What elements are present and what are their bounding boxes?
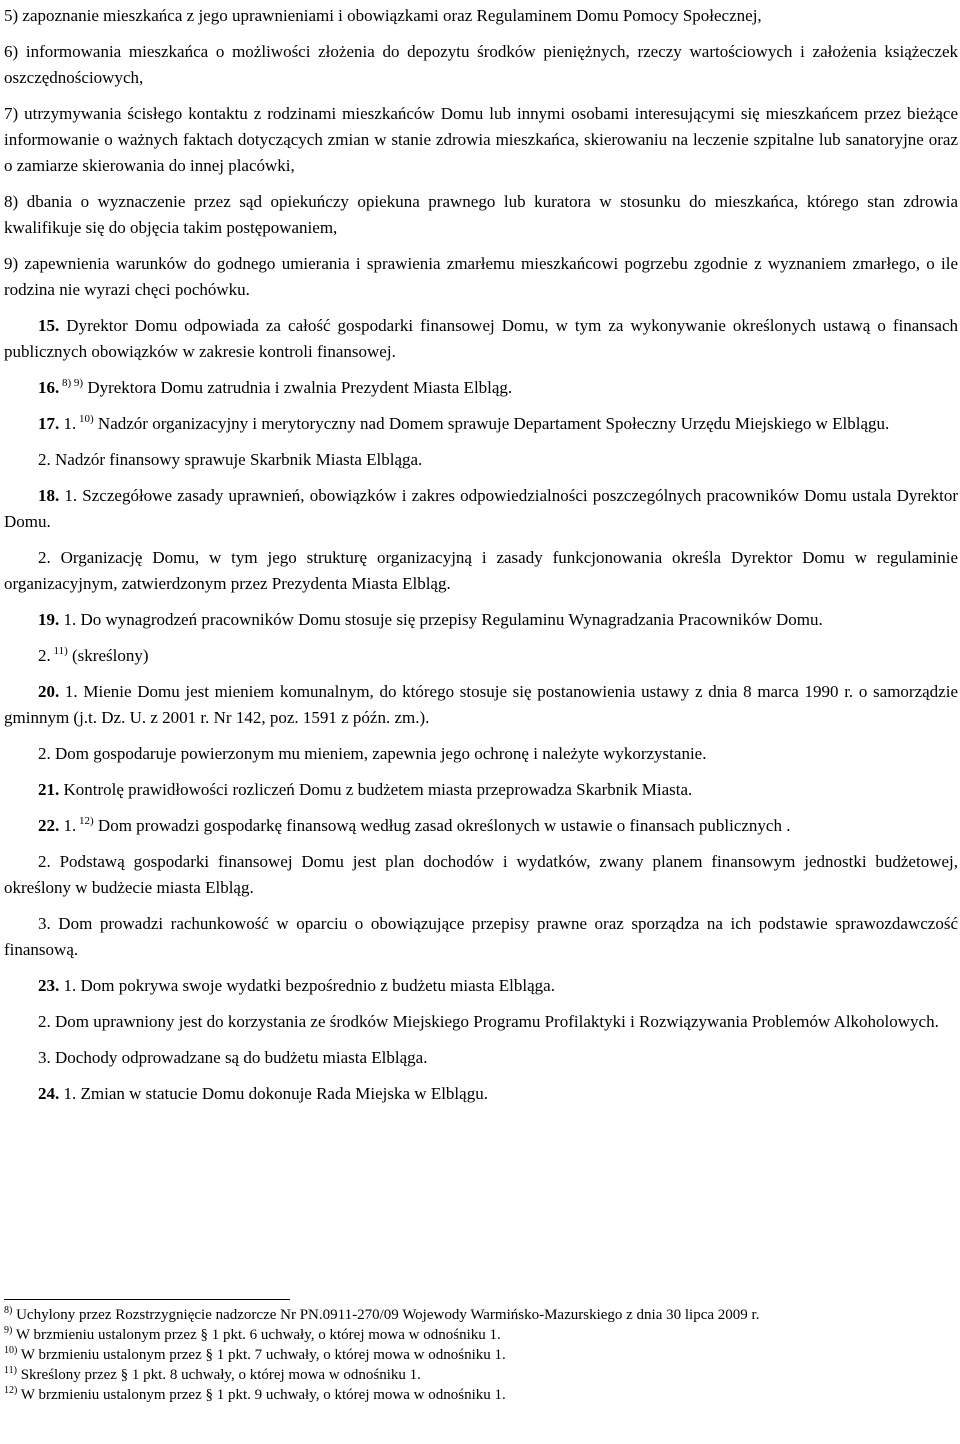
list-item-8: 8) dbania o wyznaczenie przez sąd opiekuńczy opiekuna prawnego lub kuratora w stosunku do mieszkańca, którego stan zdrowia kwalifikuje się do objęcia takim postępowaniem, bbox=[4, 192, 958, 237]
section-24-text: 1. Zmian w statucie Domu dokonuje Rada Miejska w Elblągu. bbox=[59, 1084, 488, 1103]
section-20-number: 20. bbox=[38, 682, 60, 701]
section-15-text: Dyrektor Domu odpowiada za całość gospodarki finansowej Domu, w tym za wykonywanie określonych ustawą o finansach publicznych obowiązków w zakresie kontroli finansowej. bbox=[4, 316, 958, 361]
section-17-text: Nadzór organizacyjny i merytoryczny nad Domem sprawuje Departament Społeczny Urzędu Miejskiego w Elblągu. bbox=[93, 414, 890, 433]
footnote bbox=[4, 1345, 958, 1365]
footnote-ref: 11) bbox=[50, 645, 68, 657]
section-18-text: 1. Szczegółowe zasady uprawnień, obowiązków i zakres odpowiedzialności poszczególnych pracowników Domu ustala Dyrektor Domu. bbox=[4, 486, 958, 531]
footnotes bbox=[4, 1305, 958, 1405]
section-23-number: 23. bbox=[38, 976, 60, 995]
section-22-paragraph-3: 3. Dom prowadzi rachunkowość w oparciu o obowiązujące przepisy prawne oraz sporządza na ich podstawie sprawozdawczość finansową. bbox=[4, 914, 958, 959]
footnote-text: W brzmieniu ustalonym przez § 1 pkt. 6 uchwały, o której mowa w odnośniku 1. bbox=[12, 1327, 501, 1343]
section-15 bbox=[4, 313, 958, 365]
section-20-paragraph-2: 2. Dom gospodaruje powierzonym mu mieniem, zapewnia jego ochronę i należyte wykorzystanie. bbox=[38, 744, 707, 763]
section-22-number: 22. bbox=[38, 816, 60, 835]
footnote bbox=[4, 1385, 958, 1405]
footnote-mark: 11) bbox=[4, 1365, 17, 1376]
section-22-text: Dom prowadzi gospodarkę finansową według zasad określonych w ustawie o finansach publicznych . bbox=[93, 816, 791, 835]
section-21-text: Kontrolę prawidłowości rozliczeń Domu z budżetem miasta przeprowadza Skarbnik Miasta. bbox=[59, 780, 693, 799]
section-19 bbox=[4, 607, 958, 633]
section-23 bbox=[4, 973, 958, 999]
section-22-paragraph-number: 1. bbox=[59, 816, 77, 835]
footnote-ref: 12) bbox=[76, 815, 94, 827]
document-page bbox=[4, 0, 958, 1107]
footnote-mark: 8) bbox=[4, 1305, 13, 1316]
section-17-paragraph-number: 1. bbox=[59, 414, 77, 433]
list-item-9: 9) zapewnienia warunków do godnego umierania i sprawienia zmarłemu mieszkańcowi pogrzebu zgodnie z wyznaniem zmarłego, o ile rodzina nie wyrazi chęci pochówku. bbox=[4, 254, 958, 299]
section-19-paragraph-2-text: (skreślony) bbox=[67, 646, 149, 665]
section-19-number: 19. bbox=[38, 610, 60, 629]
section-23-text: 1. Dom pokrywa swoje wydatki bezpośrednio z budżetu miasta Elbląga. bbox=[59, 976, 555, 995]
section-22 bbox=[4, 813, 958, 839]
section-17 bbox=[4, 411, 958, 437]
section-17-paragraph-2: 2. Nadzór finansowy sprawuje Skarbnik Miasta Elbląga. bbox=[38, 450, 423, 469]
footnote-ref: 8) 9) bbox=[59, 377, 84, 389]
section-22-paragraph-2: 2. Podstawą gospodarki finansowej Domu jest plan dochodów i wydatków, zwany planem finansowym jednostki budżetowej, określony w budżecie miasta Elbląg. bbox=[4, 852, 958, 897]
section-18-number: 18. bbox=[38, 486, 60, 505]
footnote-mark: 10) bbox=[4, 1345, 18, 1356]
section-20 bbox=[4, 679, 958, 731]
footnote-mark: 9) bbox=[4, 1325, 13, 1336]
section-16-text: Dyrektora Domu zatrudnia i zwalnia Prezydent Miasta Elbląg. bbox=[83, 378, 513, 397]
footnote-text: W brzmieniu ustalonym przez § 1 pkt. 7 uchwały, o której mowa w odnośniku 1. bbox=[17, 1347, 506, 1363]
section-16-number: 16. bbox=[38, 378, 60, 397]
section-20-text: 1. Mienie Domu jest mieniem komunalnym, do którego stosuje się postanowienia ustawy z dnia 8 marca 1990 r. o samorządzie gminnym (j.t. Dz. U. z 2001 r. Nr 142, poz. 1591 z późn. zm.). bbox=[4, 682, 958, 727]
section-15-number: 15. bbox=[38, 316, 60, 335]
footnote-text: Skreślony przez § 1 pkt. 8 uchwały, o której mowa w odnośniku 1. bbox=[16, 1367, 421, 1383]
footnote-text: Uchylony przez Rozstrzygnięcie nadzorcze Nr PN.0911-270/09 Wojewody Warmińsko-Mazurskiego z dnia 30 lipca 2009 r. bbox=[12, 1307, 760, 1323]
footnote-ref: 10) bbox=[76, 413, 94, 425]
footnote-mark: 12) bbox=[4, 1385, 18, 1396]
section-21-number: 21. bbox=[38, 780, 60, 799]
list-item-5: 5) zapoznanie mieszkańca z jego uprawnieniami i obowiązkami oraz Regulaminem Domu Pomocy Społecznej, bbox=[4, 6, 762, 25]
footnote bbox=[4, 1365, 958, 1385]
footnote bbox=[4, 1305, 958, 1325]
section-24 bbox=[4, 1081, 958, 1107]
footnote-text: W brzmieniu ustalonym przez § 1 pkt. 9 uchwały, o której mowa w odnośniku 1. bbox=[17, 1387, 506, 1403]
section-19-paragraph-2 bbox=[4, 643, 958, 669]
section-18-paragraph-2: 2. Organizację Domu, w tym jego strukturę organizacyjną i zasady funkcjonowania określa Dyrektor Domu w regulaminie organizacyjnym, zatwierdzonym przez Prezydenta Miasta Elbląg. bbox=[4, 548, 958, 593]
section-16 bbox=[4, 375, 958, 401]
list-item-6: 6) informowania mieszkańca o możliwości złożenia do depozytu środków pieniężnych, rzeczy wartościowych i założenia książeczek oszczędnościowych, bbox=[4, 42, 958, 87]
section-19-text: 1. Do wynagrodzeń pracowników Domu stosuje się przepisy Regulaminu Wynagradzania Pracowników Domu. bbox=[59, 610, 823, 629]
section-24-number: 24. bbox=[38, 1084, 60, 1103]
section-18 bbox=[4, 483, 958, 535]
section-23-paragraph-2: 2. Dom uprawniony jest do korzystania ze środków Miejskiego Programu Profilaktyki i Rozwiązywania Problemów Alkoholowych. bbox=[38, 1012, 939, 1031]
list-item-7: 7) utrzymywania ścisłego kontaktu z rodzinami mieszkańców Domu lub innymi osobami interesującymi się mieszkańcem przez bieżące informowanie o ważnych faktach dotyczących zmian w stanie zdrowia mieszkańca, skierowaniu na leczenie szpitalne lub sanatoryjne oraz o zamiarze skierowania do innej placówki, bbox=[4, 104, 958, 175]
footnote bbox=[4, 1325, 958, 1345]
section-19-paragraph-2-number: 2. bbox=[38, 646, 51, 665]
footnote-separator bbox=[4, 1299, 290, 1300]
section-23-paragraph-3: 3. Dochody odprowadzane są do budżetu miasta Elbląga. bbox=[38, 1048, 428, 1067]
section-17-number: 17. bbox=[38, 414, 60, 433]
section-21 bbox=[4, 777, 958, 803]
